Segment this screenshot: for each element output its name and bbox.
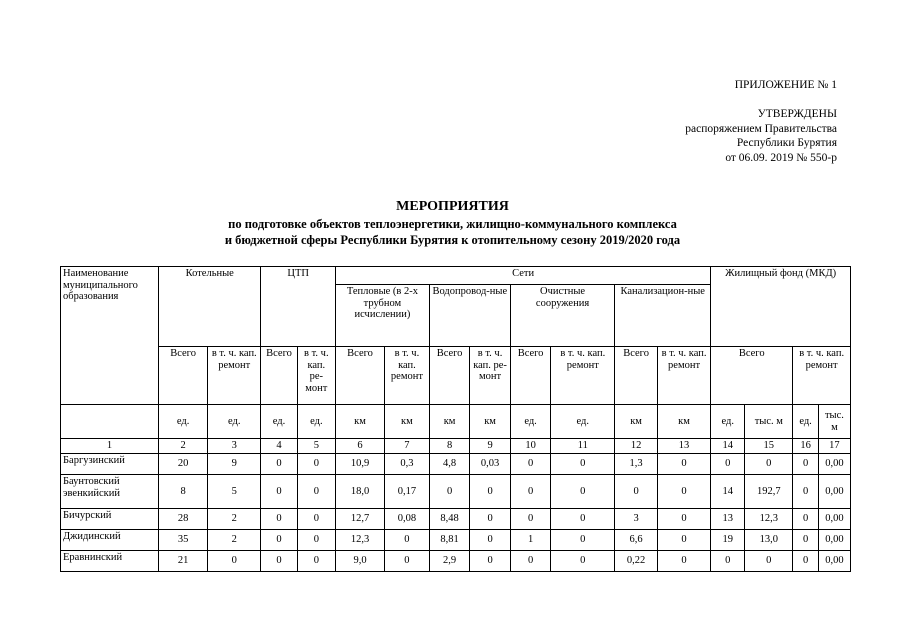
table-cell: 0: [470, 530, 511, 551]
table-cell: 0: [510, 454, 551, 475]
table-row: [61, 475, 851, 509]
table-cell: 0: [793, 551, 819, 572]
table-cell: 0: [297, 454, 335, 475]
table-cell: 12,3: [745, 509, 793, 530]
unit-cell: км: [385, 405, 430, 439]
table-cell: 2: [208, 530, 261, 551]
table-cell: 8,81: [429, 530, 470, 551]
table-cell: 1: [510, 530, 551, 551]
table-cell: 0: [297, 551, 335, 572]
table-cell: 0: [793, 454, 819, 475]
header-municipality: Наименование муниципального образования: [61, 267, 159, 405]
table-cell: 14: [711, 475, 745, 509]
header-total: Всего: [615, 347, 658, 405]
header-total: Всего: [336, 347, 385, 405]
table-cell: 0: [793, 530, 819, 551]
column-number: 6: [336, 439, 385, 454]
table-cell: 20: [159, 454, 208, 475]
unit-cell: км: [429, 405, 470, 439]
municipality-name: Баргузинский: [61, 454, 159, 475]
column-number: 2: [159, 439, 208, 454]
approval-block: [577, 107, 837, 165]
column-number: 13: [657, 439, 710, 454]
table-cell: 0,17: [385, 475, 430, 509]
table-cell: 0: [470, 509, 511, 530]
table-cell: 9: [208, 454, 261, 475]
table-cell: 0,08: [385, 509, 430, 530]
municipality-name: Бичурский: [61, 509, 159, 530]
table-cell: 13: [711, 509, 745, 530]
column-number: 7: [385, 439, 430, 454]
table-cell: 21: [159, 551, 208, 572]
unit-cell: ед.: [711, 405, 745, 439]
table-cell: 18,0: [336, 475, 385, 509]
table-cell: 0: [657, 530, 710, 551]
table-cell: 0: [297, 509, 335, 530]
table-cell: 0: [745, 454, 793, 475]
header-total: Всего: [711, 347, 793, 405]
table-cell: 0,00: [818, 551, 850, 572]
table-cell: 12,3: [336, 530, 385, 551]
unit-cell: ед.: [261, 405, 297, 439]
table-cell: 0: [793, 509, 819, 530]
unit-cell: ед.: [297, 405, 335, 439]
header-cap-repair: в т. ч. кап. ремонт: [385, 347, 430, 405]
table-cell: 0: [551, 551, 615, 572]
column-number: 1: [61, 439, 159, 454]
header-cap-repair: в т. ч. кап. ре-монт: [470, 347, 511, 405]
table-cell: 19: [711, 530, 745, 551]
approval-title: УТВЕРЖДЕНЫ: [757, 108, 837, 120]
municipality-name: Еравнинский: [61, 551, 159, 572]
table-cell: 0: [261, 475, 297, 509]
table-cell: 0: [793, 475, 819, 509]
header-water-networks: Водопровод-ные: [429, 285, 510, 347]
column-number: 8: [429, 439, 470, 454]
column-number: 14: [711, 439, 745, 454]
table-cell: 12,7: [336, 509, 385, 530]
table-cell: 5: [208, 475, 261, 509]
header-boilers: Котельные: [159, 267, 261, 347]
table-cell: 0: [657, 454, 710, 475]
unit-cell: тыс. м: [745, 405, 793, 439]
table-row: [61, 509, 851, 530]
unit-cell: км: [657, 405, 710, 439]
table-cell: 0: [385, 551, 430, 572]
table-cell: 0: [208, 551, 261, 572]
units-empty: [61, 405, 159, 439]
table-cell: 0: [615, 475, 658, 509]
table-cell: 0: [657, 509, 710, 530]
column-number: 15: [745, 439, 793, 454]
table-cell: 2,9: [429, 551, 470, 572]
unit-cell: ед.: [159, 405, 208, 439]
table-cell: 0: [385, 530, 430, 551]
header-total: Всего: [510, 347, 551, 405]
table-cell: 0: [551, 475, 615, 509]
table-cell: 0: [261, 454, 297, 475]
table-cell: 0: [297, 530, 335, 551]
table-cell: 0: [657, 551, 710, 572]
header-cap-repair: в т. ч. кап. ремонт: [208, 347, 261, 405]
table-cell: 8,48: [429, 509, 470, 530]
table-cell: 0: [551, 454, 615, 475]
approval-line: распоряжением Правительства: [685, 122, 837, 135]
header-total: Всего: [429, 347, 470, 405]
table-cell: 0: [297, 475, 335, 509]
unit-cell: км: [336, 405, 385, 439]
table-cell: 0,00: [818, 454, 850, 475]
header-total: Всего: [159, 347, 208, 405]
municipality-name: Баунтовский эвенкийский: [61, 475, 159, 509]
table-cell: 0: [551, 509, 615, 530]
document-title: МЕРОПРИЯТИЯ: [396, 199, 509, 214]
table-cell: 0: [261, 551, 297, 572]
table-cell: 0,22: [615, 551, 658, 572]
column-number: 9: [470, 439, 511, 454]
table-cell: 0,00: [818, 530, 850, 551]
header-networks: Сети: [336, 267, 711, 285]
column-number: 3: [208, 439, 261, 454]
table-cell: 3: [615, 509, 658, 530]
approval-date: от 06.09. 2019 № 550-р: [725, 151, 837, 164]
table-cell: 0: [510, 475, 551, 509]
table-cell: 9,0: [336, 551, 385, 572]
table-cell: 192,7: [745, 475, 793, 509]
header-cap-repair: в т. ч. кап. ремонт: [551, 347, 615, 405]
column-number: 11: [551, 439, 615, 454]
unit-cell: ед.: [551, 405, 615, 439]
table-cell: 6,6: [615, 530, 658, 551]
column-number: 12: [615, 439, 658, 454]
table-cell: 0: [711, 454, 745, 475]
table-row: [61, 551, 851, 572]
column-number: 10: [510, 439, 551, 454]
header-cap-repair: в т. ч. кап. ремонт: [793, 347, 851, 405]
table-cell: 28: [159, 509, 208, 530]
header-total: Всего: [261, 347, 297, 405]
table-cell: 0: [657, 475, 710, 509]
unit-cell: ед.: [793, 405, 819, 439]
column-number: 4: [261, 439, 297, 454]
table-cell: 0: [470, 475, 511, 509]
table-cell: 1,3: [615, 454, 658, 475]
table-cell: 8: [159, 475, 208, 509]
column-number: 5: [297, 439, 335, 454]
table-cell: 0: [551, 530, 615, 551]
table-cell: 0: [261, 530, 297, 551]
measures-table: [60, 266, 851, 572]
table-cell: 0: [470, 551, 511, 572]
header-housing: Жилищный фонд (МКД): [711, 267, 851, 347]
table-cell: 0,00: [818, 475, 850, 509]
table-cell: 4,8: [429, 454, 470, 475]
header-sewer-networks: Канализацион-ные: [615, 285, 711, 347]
table-cell: 2: [208, 509, 261, 530]
header-ctp: ЦТП: [261, 267, 336, 347]
unit-cell: тыс. м: [818, 405, 850, 439]
table-cell: 0,00: [818, 509, 850, 530]
unit-cell: км: [615, 405, 658, 439]
table-cell: 0: [261, 509, 297, 530]
unit-cell: ед.: [510, 405, 551, 439]
column-number: 17: [818, 439, 850, 454]
header-cap-repair: в т. ч. кап. ремонт: [657, 347, 710, 405]
table-cell: 13,0: [745, 530, 793, 551]
table-cell: 10,9: [336, 454, 385, 475]
table-cell: 0: [745, 551, 793, 572]
table-row: [61, 530, 851, 551]
column-number: 16: [793, 439, 819, 454]
table-cell: 0,3: [385, 454, 430, 475]
header-cap-repair: в т. ч. кап. ре-монт: [297, 347, 335, 405]
table-cell: 0: [510, 551, 551, 572]
header-heat-networks: Тепловые (в 2-х трубном исчислении): [336, 285, 430, 347]
document-subtitle: и бюджетной сферы Республики Бурятия к отопительному сезону 2019/2020 года: [224, 233, 681, 247]
table-cell: 0: [510, 509, 551, 530]
document-subtitle: по подготовке объектов теплоэнергетики, жилищно-коммунального комплекса: [228, 217, 677, 231]
municipality-name: Джидинский: [61, 530, 159, 551]
unit-cell: км: [470, 405, 511, 439]
table-cell: 35: [159, 530, 208, 551]
unit-cell: ед.: [208, 405, 261, 439]
table-cell: 0: [711, 551, 745, 572]
appendix-label: ПРИЛОЖЕНИЕ № 1: [734, 79, 837, 91]
table-cell: 0,03: [470, 454, 511, 475]
document-heading: [0, 198, 905, 248]
header-treatment: Очистные сооружения: [510, 285, 614, 347]
table-row: [61, 454, 851, 475]
table-cell: 0: [429, 475, 470, 509]
approval-line: Республики Бурятия: [736, 137, 837, 149]
